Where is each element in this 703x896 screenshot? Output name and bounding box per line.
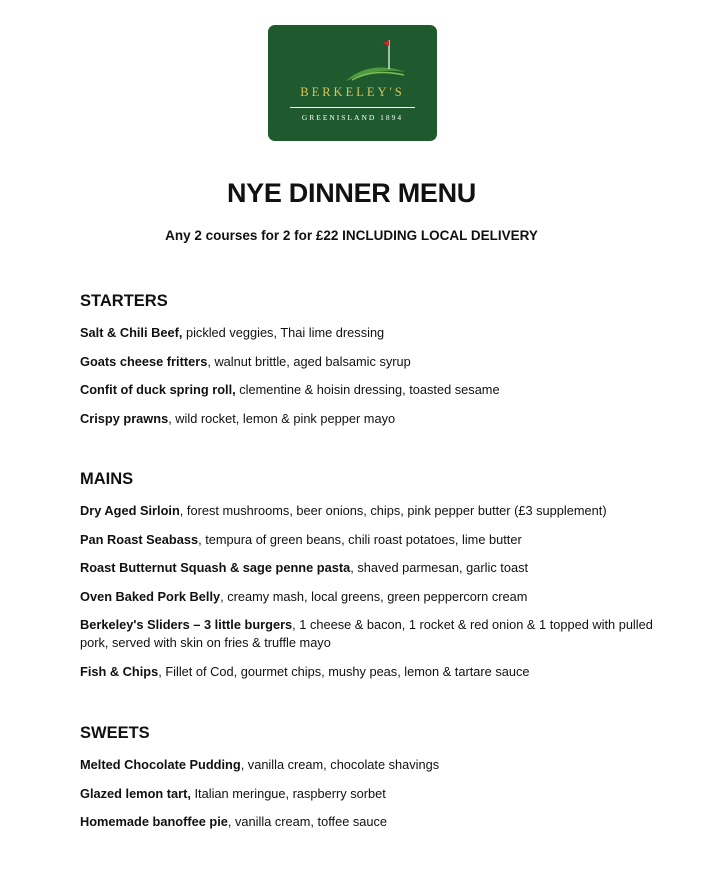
item-description: , forest mushrooms, beer onions, chips, pink pepper butter (£3 supplement) bbox=[179, 503, 607, 518]
menu-item bbox=[80, 756, 660, 774]
menu-item bbox=[80, 559, 660, 577]
item-description: clementine & hoisin dressing, toasted sesame bbox=[235, 382, 500, 397]
item-name: Pan Roast Seabass bbox=[80, 531, 199, 547]
item-description: , wild rocket, lemon & pink pepper mayo bbox=[168, 410, 396, 426]
menu-item bbox=[80, 616, 660, 652]
item-name: Fish & Chips bbox=[80, 663, 159, 679]
item-name: Berkeley's Sliders – 3 little burgers bbox=[80, 617, 293, 632]
item-name: Goats cheese fritters bbox=[80, 353, 208, 369]
golf-flag-icon bbox=[268, 25, 437, 141]
section-mains bbox=[80, 470, 660, 691]
menu-item bbox=[80, 502, 660, 520]
item-list bbox=[80, 502, 660, 681]
menu-item bbox=[80, 785, 660, 803]
item-name: Dry Aged Sirloin bbox=[80, 503, 180, 518]
menu-item bbox=[80, 813, 660, 831]
menu-item bbox=[80, 410, 660, 428]
section-starters bbox=[80, 292, 660, 438]
menu-item bbox=[80, 663, 660, 681]
item-name: Oven Baked Pork Belly bbox=[80, 588, 221, 604]
item-description: , Fillet of Cod, gourmet chips, mushy peas, lemon & tartare sauce bbox=[158, 663, 530, 679]
item-name: Melted Chocolate Pudding bbox=[80, 757, 241, 772]
logo-location: GREENISLAND 1894 bbox=[301, 113, 404, 122]
menu-item bbox=[80, 531, 660, 549]
item-description: pickled veggies, Thai lime dressing bbox=[182, 325, 385, 340]
menu-item bbox=[80, 353, 660, 371]
menu-subtitle: Any 2 courses for 2 for £22 INCLUDING LOCAL DELIVERY bbox=[165, 228, 538, 243]
item-description: , 1 cheese & bacon, 1 rocket & red onion & 1 topped with pulled pork, served with skin on fries & truffle mayo bbox=[80, 617, 653, 650]
section-sweets bbox=[80, 724, 660, 842]
item-name: Homemade banoffee pie bbox=[80, 814, 228, 829]
section-heading: STARTERS bbox=[80, 292, 168, 310]
item-description: , vanilla cream, chocolate shavings bbox=[240, 757, 440, 772]
item-description: Italian meringue, raspberry sorbet bbox=[190, 785, 386, 801]
menu-item bbox=[80, 588, 660, 606]
item-name: Salt & Chili Beef, bbox=[80, 325, 183, 340]
item-name: Crispy prawns bbox=[80, 410, 169, 426]
item-name: Glazed lemon tart, bbox=[80, 785, 191, 801]
menu-item bbox=[80, 324, 660, 342]
menu-title: NYE DINNER MENU bbox=[226, 178, 477, 208]
section-heading: SWEETS bbox=[80, 724, 150, 742]
item-description: , tempura of green beans, chili roast potatoes, lime butter bbox=[198, 531, 522, 547]
item-description: , shaved parmesan, garlic toast bbox=[350, 560, 529, 575]
section-heading: MAINS bbox=[80, 470, 134, 488]
restaurant-logo bbox=[268, 25, 437, 141]
item-description: , creamy mash, local greens, green peppercorn cream bbox=[220, 588, 528, 604]
item-list bbox=[80, 756, 660, 831]
item-name: Confit of duck spring roll, bbox=[80, 382, 236, 397]
logo-divider bbox=[290, 107, 415, 108]
menu-item bbox=[80, 381, 660, 399]
item-description: , vanilla cream, toffee sauce bbox=[227, 814, 388, 829]
item-description: , walnut brittle, aged balsamic syrup bbox=[207, 353, 411, 369]
item-name: Roast Butternut Squash & sage penne pasta bbox=[80, 560, 351, 575]
item-list bbox=[80, 324, 660, 428]
logo-name: BERKELEY'S bbox=[300, 85, 405, 99]
